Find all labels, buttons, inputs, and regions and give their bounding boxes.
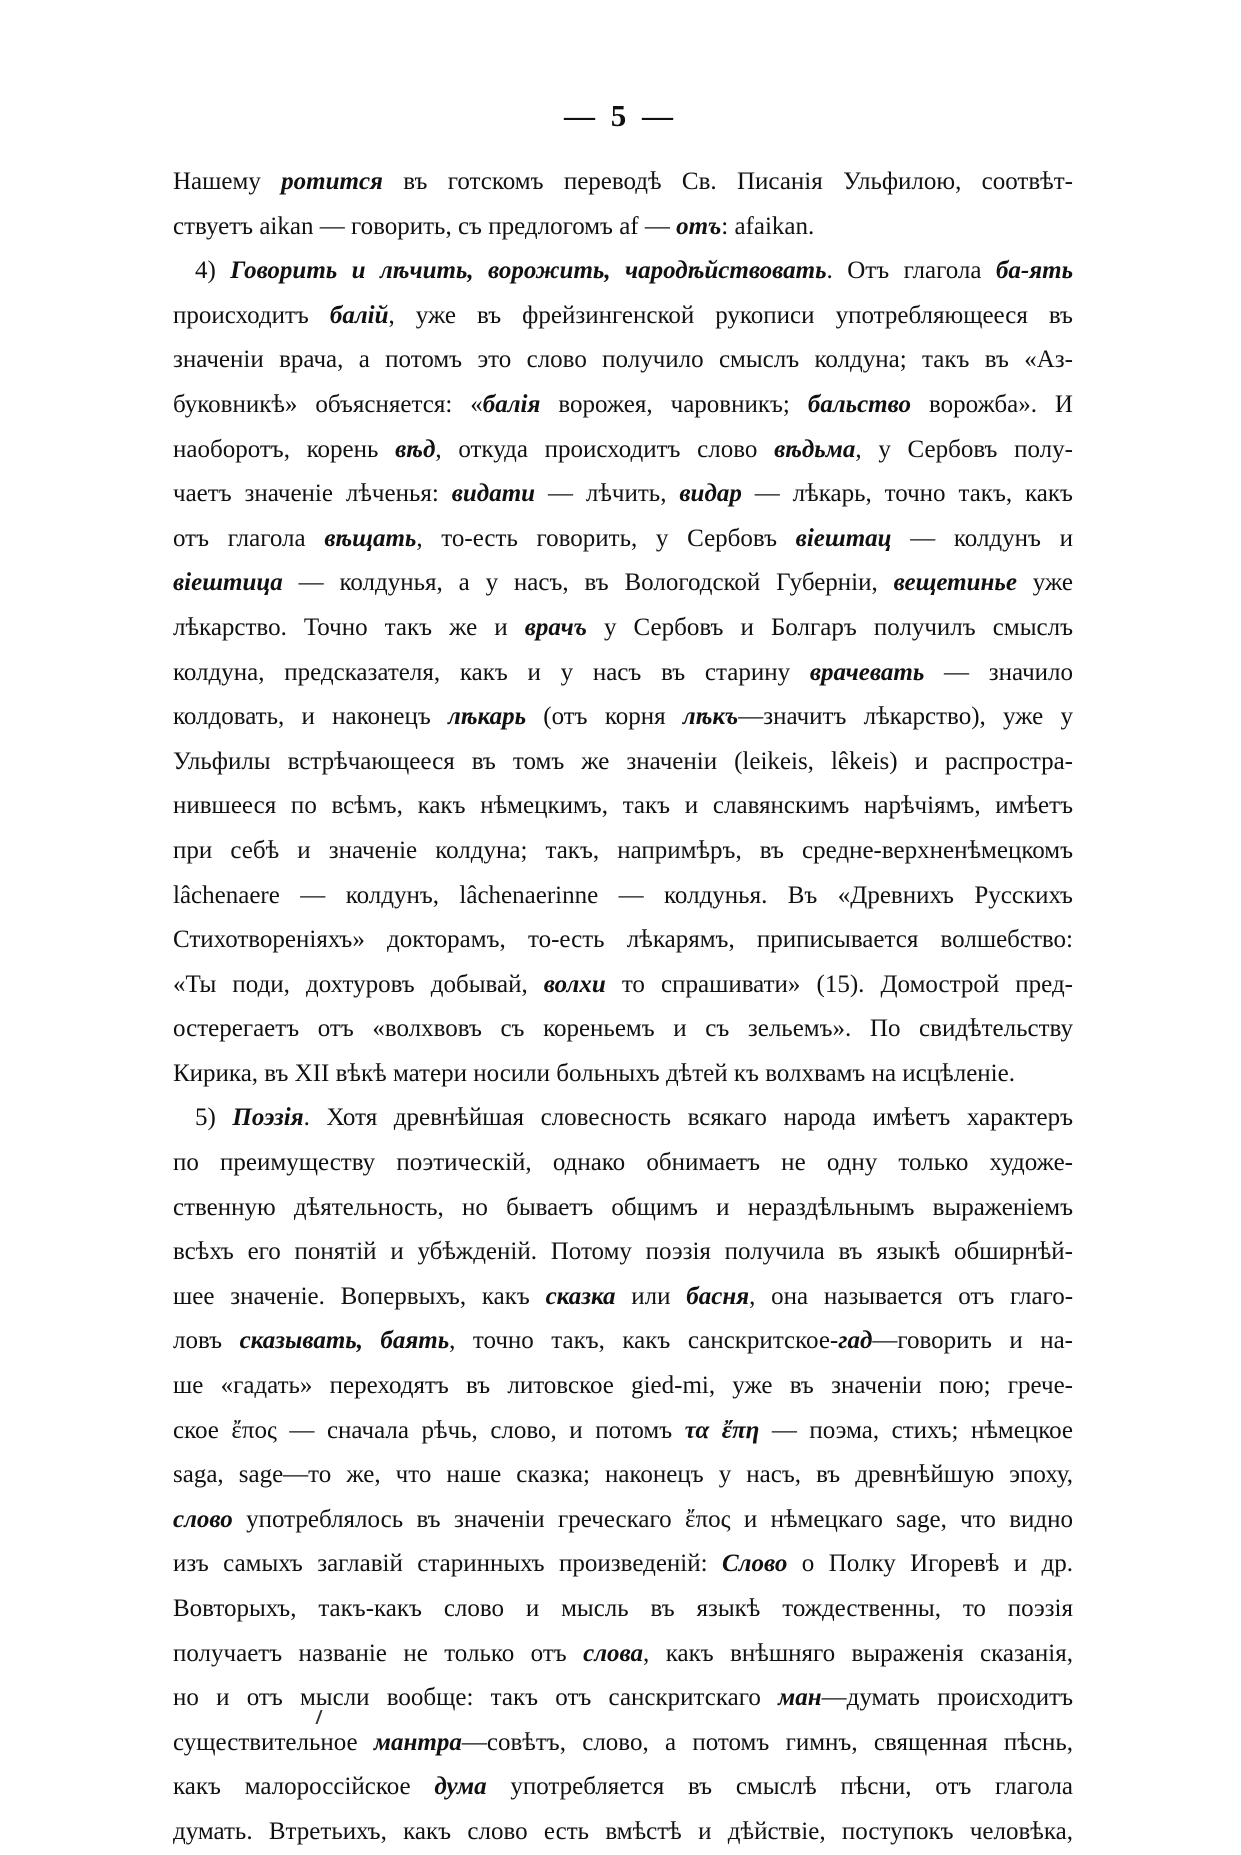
text-segment: — колдунья, а у насъ, въ Вологодской Губерніи,	[282, 569, 894, 597]
emphasized-term: сказывать, баять	[239, 1327, 450, 1355]
text-segment: — поэма, стихъ; нѣмецкое	[759, 1416, 1073, 1444]
text-line	[173, 829, 1073, 874]
text-segment: — лѣчить,	[535, 480, 680, 508]
text-segment: колдуна, предсказателя, какъ и у насъ въ старину	[173, 658, 810, 686]
emphasized-term: отъ	[676, 212, 722, 240]
text-line	[173, 1319, 1073, 1364]
text-line	[173, 428, 1073, 473]
text-segment: остерегаетъ отъ «волхвовъ съ кореньемъ и съ зельемъ». По свидѣтельству	[173, 1015, 1073, 1043]
text-segment: изъ самыхъ заглавій старинныхъ произведеній:	[173, 1550, 722, 1578]
text-segment: (отъ корня	[526, 703, 683, 731]
text-line	[173, 1007, 1073, 1052]
text-segment: или	[615, 1282, 687, 1310]
text-line	[173, 1364, 1073, 1409]
text-line	[173, 784, 1073, 829]
text-line	[173, 1810, 1073, 1855]
text-line	[173, 1765, 1073, 1810]
text-segment: въ готскомъ переводѣ Св. Писанія Ульфилою, соотвѣт-	[382, 168, 1073, 195]
text-segment: существительное	[173, 1728, 374, 1756]
text-line	[173, 472, 1073, 517]
text-segment: 5)	[195, 1104, 233, 1132]
page-number: — 5 —	[564, 98, 677, 133]
text-segment: ворожея, чаровникъ;	[540, 390, 808, 418]
emphasized-term: слова	[583, 1639, 644, 1667]
emphasized-term: Говорить и лѣчить, ворожить, чародѣйствовать	[230, 257, 827, 285]
text-segment: о Полку Игоревѣ и др.	[787, 1550, 1073, 1578]
text-line	[173, 1632, 1073, 1677]
emphasized-term: вѣд	[395, 435, 436, 463]
emphasized-term: мантра	[373, 1728, 462, 1756]
text-segment: —совѣтъ, слово, а потомъ гимнъ, священная пѣснь,	[461, 1728, 1073, 1756]
emphasized-term: гад	[838, 1327, 873, 1355]
text-line	[173, 740, 1073, 785]
text-line	[173, 1676, 1073, 1721]
text-line	[173, 205, 1073, 250]
text-line	[173, 651, 1073, 696]
text-segment: употребляется въ смыслѣ пѣсни, отъ глагола	[486, 1773, 1073, 1801]
emphasized-term: сказка	[545, 1282, 616, 1310]
text-line	[173, 249, 1073, 294]
text-segment: всѣхъ его понятій и убѣжденій. Потому поэзія получила въ языкѣ обширнѣй-	[173, 1238, 1073, 1266]
emphasized-term: басня	[686, 1282, 750, 1310]
text-segment: думать. Втретьихъ, какъ слово есть вмѣстѣ и дѣйствіе, поступокъ человѣка,	[173, 1817, 1073, 1845]
text-segment: , какъ внѣшняго выраженія сказанія,	[643, 1639, 1073, 1667]
text-line	[173, 1409, 1073, 1454]
text-line	[173, 383, 1073, 428]
text-segment: , точно такъ, какъ санскритское-	[449, 1327, 839, 1355]
emphasized-term: ротится	[281, 168, 383, 195]
text-line	[173, 1542, 1073, 1587]
emphasized-term: віештац	[795, 524, 892, 552]
text-segment: , у Сербовъ полу-	[855, 435, 1073, 463]
text-segment: какъ малороссійское	[173, 1773, 435, 1801]
text-segment: уже	[1016, 569, 1073, 597]
text-line	[173, 963, 1073, 1008]
text-segment: лѣкарство. Точно такъ же и	[173, 613, 525, 641]
emphasized-term: бальство	[807, 390, 911, 418]
text-segment: — лѣкарь, точно такъ, какъ	[741, 480, 1073, 508]
emphasized-term: віештица	[173, 569, 283, 597]
text-segment: ское ἔπος — сначала рѣчь, слово, и потомъ	[173, 1416, 685, 1444]
text-segment: : afaikan.	[721, 212, 815, 240]
text-line	[173, 294, 1073, 339]
text-line	[173, 695, 1073, 740]
emphasized-term: Слово	[722, 1550, 788, 1578]
text-line	[173, 1275, 1073, 1320]
text-segment: . Хотя древнѣйшая словесность всякаго народа имѣетъ характеръ	[303, 1104, 1073, 1132]
emphasized-term: волхи	[543, 970, 606, 998]
text-line	[173, 1721, 1073, 1766]
text-segment: —значитъ лѣкарство), уже у	[738, 703, 1073, 731]
text-segment: наоборотъ, корень	[173, 435, 396, 463]
emphasized-term: видати	[451, 480, 536, 508]
emphasized-term: балій	[329, 301, 389, 329]
text-line	[173, 160, 1073, 205]
emphasized-term: вѣдьма	[774, 435, 856, 463]
emphasized-term: τα ἔπη	[684, 1416, 760, 1444]
text-segment: . Отъ глагола	[826, 257, 996, 285]
text-line	[173, 918, 1073, 963]
text-segment: отъ глагола	[173, 524, 325, 552]
text-line	[173, 517, 1073, 562]
text-segment: Ульфилы встрѣчающееся въ томъ же значеніи (leikeis, lêkeis) и распростра-	[173, 747, 1073, 775]
text-line	[173, 1096, 1073, 1141]
text-segment: ловъ	[173, 1327, 240, 1355]
text-segment: —говорить и на-	[872, 1327, 1073, 1355]
text-segment: Вовторыхъ, такъ-какъ слово и мысль въ языкѣ тождественны, то поэзія	[173, 1595, 1073, 1622]
text-segment: происходитъ	[173, 301, 330, 329]
emphasized-term: вещетинье	[893, 569, 1017, 597]
text-segment: lâchenaere — колдунъ, lâchenaerinne — колдунья. Въ «Древнихъ Русскихъ	[173, 881, 1073, 909]
text-segment: Стихотвореніяхъ» докторамъ, то-есть лѣкарямъ, приписывается волшебство:	[173, 926, 1073, 954]
text-segment: Нашему	[173, 168, 282, 195]
emphasized-term: слово	[173, 1505, 233, 1533]
text-segment: — колдунъ и	[891, 524, 1073, 552]
emphasized-term: врачевать	[809, 658, 925, 686]
text-segment: ворожба». И	[910, 390, 1073, 418]
text-line	[173, 1498, 1073, 1543]
text-segment: по преимуществу поэтическій, однако обнимаетъ не одну только художе-	[173, 1149, 1073, 1177]
text-segment: , уже въ фрейзингенской рукописи употребляющееся въ	[388, 301, 1073, 329]
text-line	[173, 874, 1073, 919]
text-segment: колдовать, и наконецъ	[173, 703, 449, 731]
text-line	[173, 1587, 1073, 1632]
text-segment: ше «гадать» переходятъ въ литовское gied-mi, уже въ значеніи пою; грече-	[173, 1372, 1073, 1400]
text-segment: «Ты поди, дохтуровъ добывай,	[173, 970, 544, 998]
text-segment: при себѣ и значеніе колдуна; такъ, напримѣръ, въ средне-верхненѣмецкомъ	[173, 836, 1073, 864]
text-segment: то спрашивати» (15). Домострой пред-	[605, 970, 1073, 998]
text-segment: Кирика, въ XII вѣкѣ матери носили больныхъ дѣтей къ волхвамъ на исцѣленіе.	[173, 1059, 1015, 1087]
text-segment: чаетъ значеніе лѣченья:	[173, 480, 452, 508]
emphasized-term: дума	[434, 1773, 487, 1801]
emphasized-term: лѣкъ	[682, 703, 739, 731]
emphasized-term: вѣщать	[324, 524, 417, 552]
text-segment: буковникѣ» объясняется: «	[173, 390, 483, 418]
text-line	[173, 1453, 1073, 1498]
text-segment: —думать происходитъ	[821, 1684, 1073, 1712]
text-segment: получаетъ названіе не только отъ	[173, 1639, 584, 1667]
text-segment: шее значеніе. Вопервыхъ, какъ	[173, 1282, 546, 1310]
text-line	[173, 338, 1073, 383]
text-segment: у Сербовъ и Болгаръ получилъ смыслъ	[586, 613, 1073, 641]
emphasized-term: ба-ять	[995, 257, 1073, 285]
text-line	[173, 606, 1073, 651]
text-line	[173, 1230, 1073, 1275]
text-line	[173, 1052, 1073, 1097]
emphasized-term: видар	[679, 480, 742, 508]
text-line	[173, 1141, 1073, 1186]
text-line	[173, 561, 1073, 606]
emphasized-term: врачъ	[524, 613, 587, 641]
text-segment: но и отъ мысли вообще: такъ отъ санскритскаго	[173, 1684, 779, 1712]
text-segment: — значило	[924, 658, 1073, 686]
text-line	[173, 1186, 1073, 1231]
text-segment: употреблялось въ значеніи греческаго ἔπος и нѣмецкаго sage, что видно	[232, 1505, 1073, 1533]
text-segment: , откуда происходитъ слово	[435, 435, 775, 463]
text-segment: значеніи врача, а потомъ это слово получило смыслъ колдуна; такъ въ «Аз-	[173, 346, 1073, 374]
text-segment: saga, sage—то же, что наше сказка; наконецъ у насъ, въ древнѣйшую эпоху,	[173, 1461, 1073, 1489]
text-segment: ственную дѣятельность, но бываетъ общимъ и нераздѣльнымъ выраженіемъ	[173, 1193, 1073, 1221]
text-segment: , то-есть говорить, у Сербовъ	[416, 524, 796, 552]
emphasized-term: лѣкарь	[448, 703, 526, 731]
emphasized-term: Поэзія	[232, 1104, 304, 1132]
emphasized-term: балія	[482, 390, 541, 418]
body-text	[173, 160, 1073, 1855]
text-segment: 4)	[195, 257, 231, 285]
emphasized-term: ман	[778, 1684, 822, 1712]
text-segment: , она называется отъ глаго-	[749, 1282, 1073, 1310]
text-segment: ствуетъ aikan — говорить, съ предлогомъ af —	[173, 212, 677, 240]
text-segment: нившееся по всѣмъ, какъ нѣмецкимъ, такъ и славянскимъ нарѣчіямъ, имѣетъ	[173, 792, 1073, 820]
